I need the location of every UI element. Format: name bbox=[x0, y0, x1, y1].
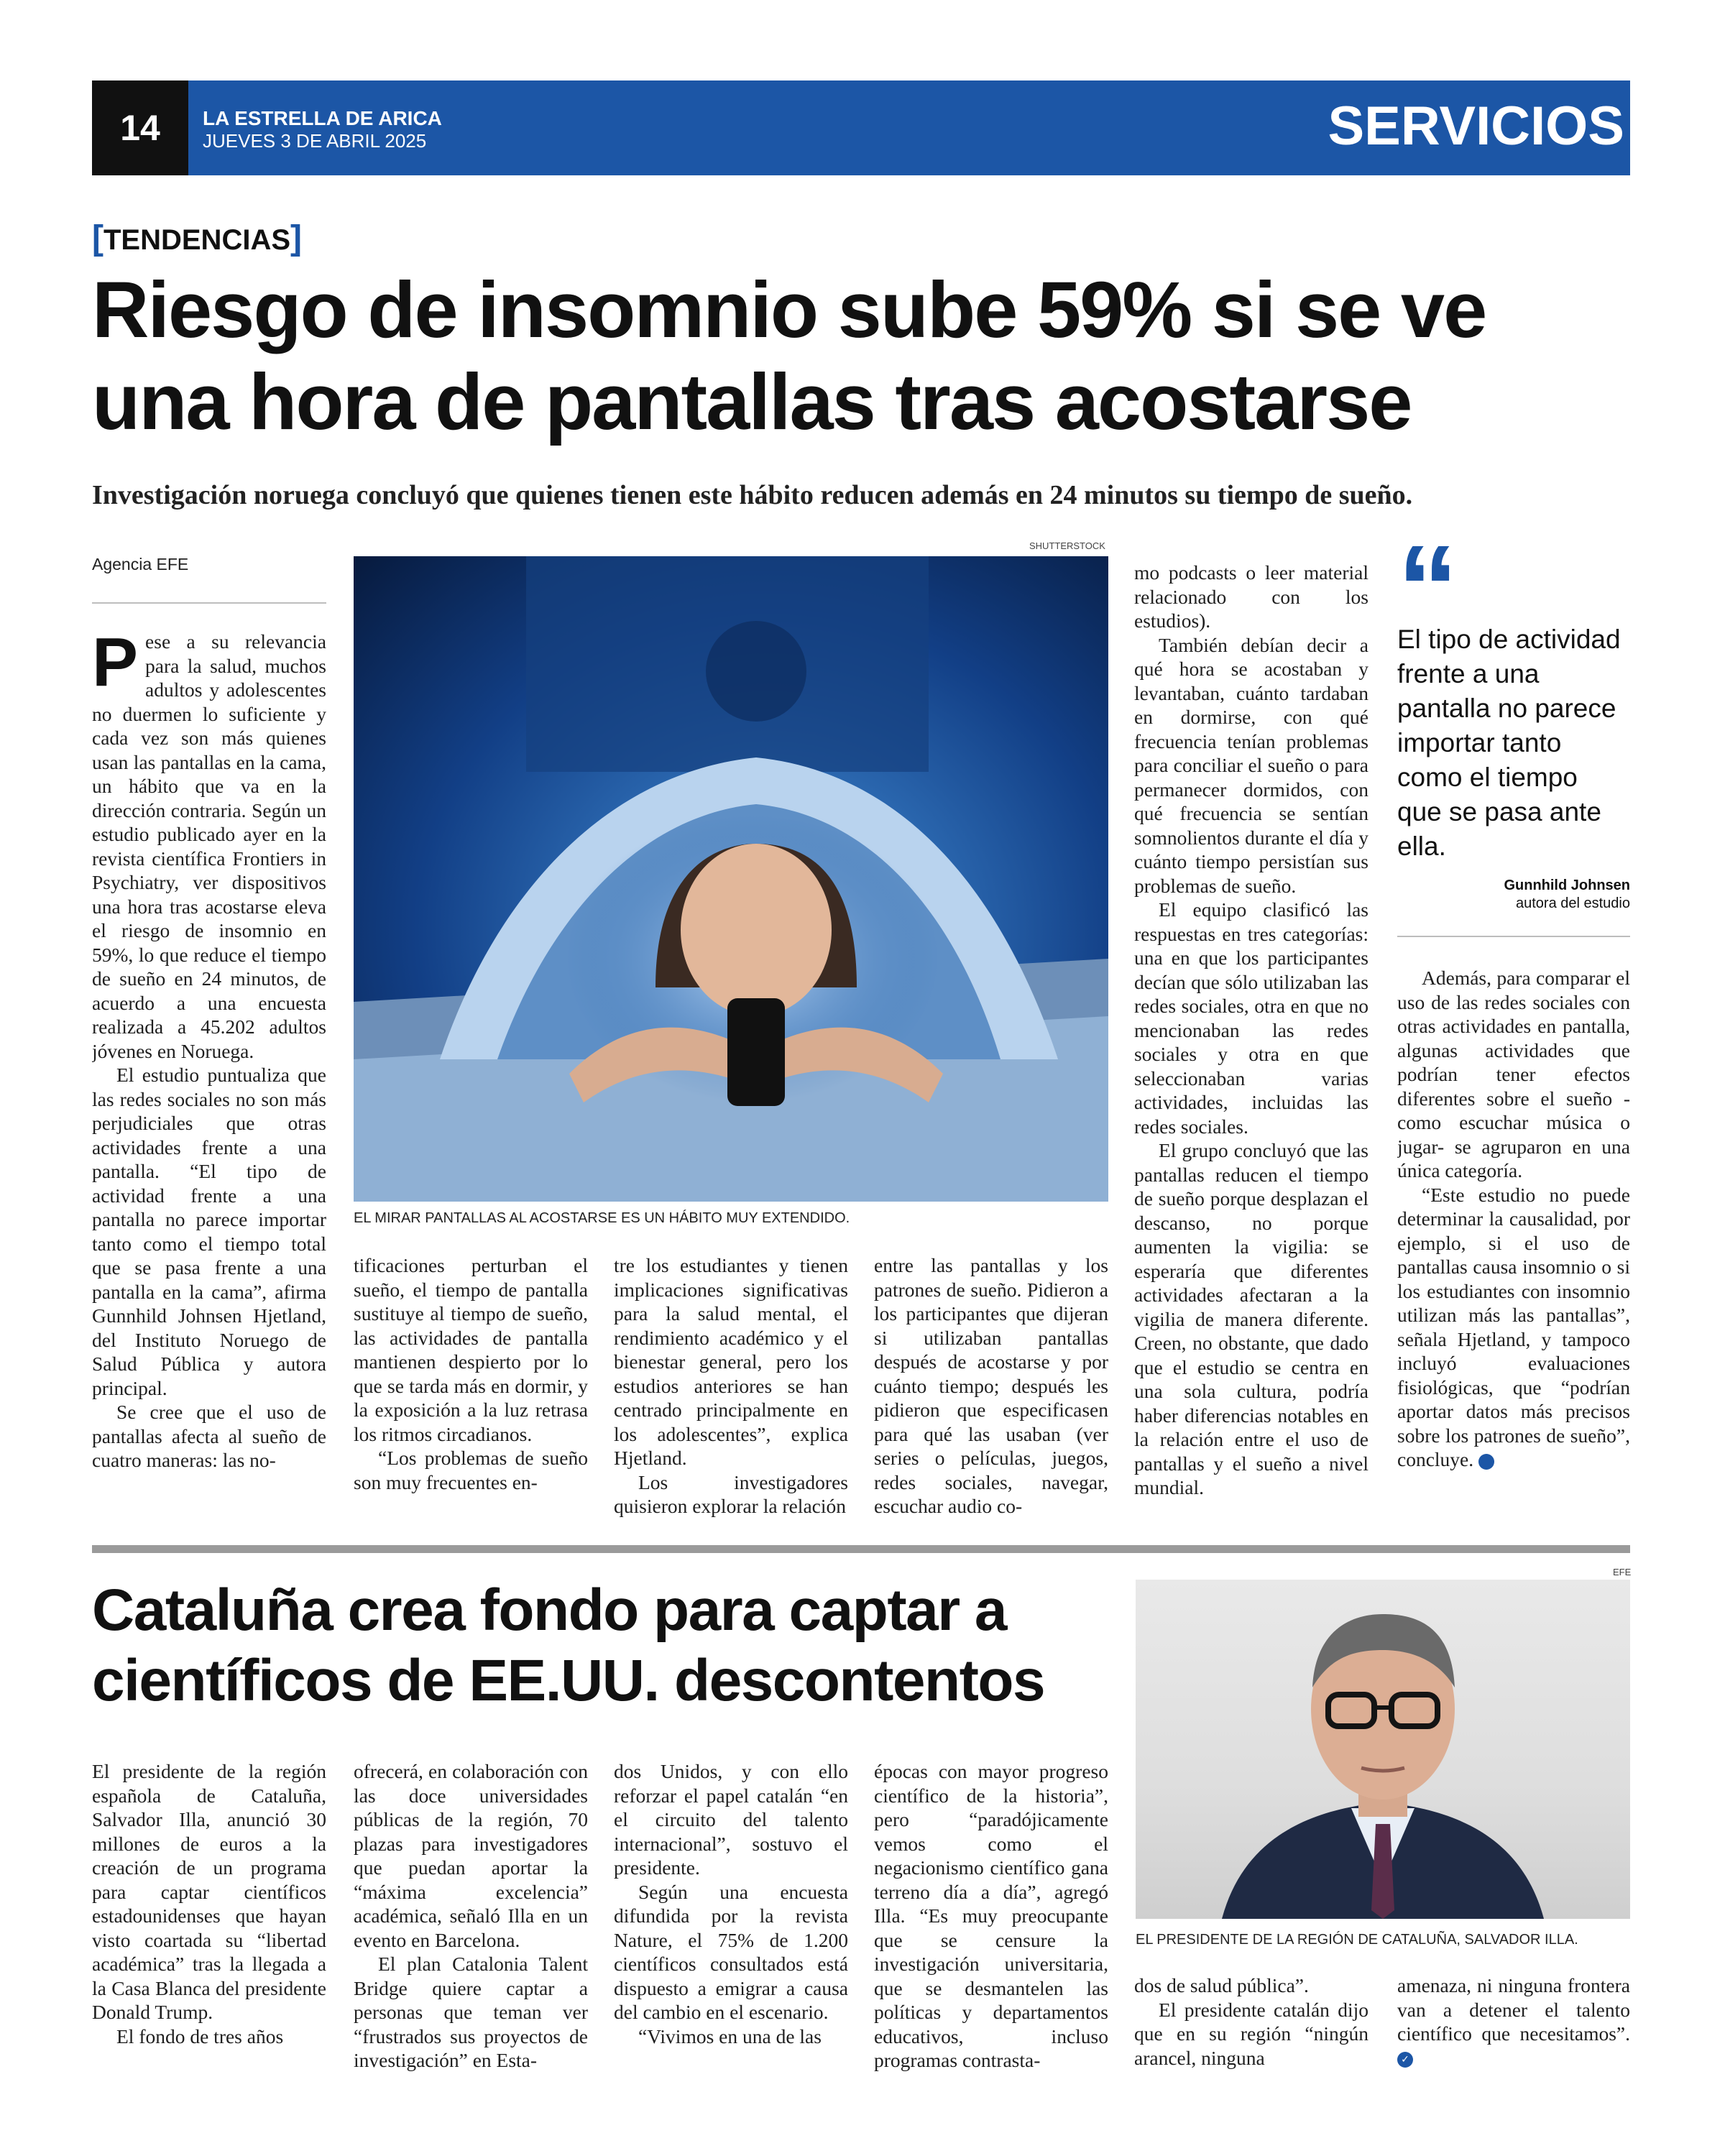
paragraph: El presidente catalán dijo que en su región “ningún arancel, ninguna bbox=[1134, 1998, 1368, 2069]
paragraph: El grupo concluyó que las pantallas reducen el tiempo de sueño porque desplazan el descanso, no porque aumenten la vigilia: se esperaría que diferentes actividades afectaran a la vigilia de manera diferente. Creen, no obstante, que dado que el estudio se centra en una sola cultura, podría haber diferencias notables en la relación entre el uso de pantallas y el sueño a nivel mundial. bbox=[1134, 1139, 1368, 1498]
headline-line-1: Riesgo de insomnio sube 59% si se ve bbox=[92, 266, 1486, 354]
paragraph: amenaza, ni ninguna frontera van a detener el talento científico que necesitamos”. ✓ bbox=[1397, 1973, 1630, 2070]
paragraph: dos de salud pública”. bbox=[1134, 1974, 1309, 1996]
paragraph: mo podcasts o leer material relacionado con los estudios). bbox=[1134, 561, 1368, 632]
pull-quote: El tipo de actividad frente a una pantalla no parece importar tanto como el tiempo que se pasa ante ella. bbox=[1397, 625, 1621, 861]
photo-credit-2: EFE bbox=[1613, 1567, 1632, 1577]
article-column-5 bbox=[1134, 561, 1368, 1521]
byline-rule bbox=[92, 602, 326, 604]
paragraph: ese a su relevancia para la salud, muchos adultos y adolescentes no duermen lo suficiente y cada vez son más quienes usan las pantallas en la cama, un hábito que va en la dirección contraria. Según un estudio publicado ayer en la revista científica Frontiers in Psychiatry, ver dispositivos una hora tras acostarse eleva el riesgo de insomnio en 59%, lo que reduce el tiempo de sueño en 24 minutos, de acuerdo a una encuesta realizada a 45.202 adultos jóvenes en Noruega. bbox=[92, 630, 326, 1062]
article-column-3 bbox=[614, 1253, 848, 1521]
paragraph: También debían decir a qué hora se acostaban y levantaban, cuánto tardaban en dormirse, con qué frecuencia tenían problemas para conciliar el sueño o para permanecer dormidos, con qué frecuencia se sentían somnolientos durante el día y cuánto tiempo persistían sus problemas de sueño. bbox=[1134, 633, 1368, 897]
paragraph: Los investigadores quisieron explorar la relación bbox=[614, 1470, 848, 1517]
article2-column-5 bbox=[1134, 1973, 1368, 2081]
paragraph: tre los estudiantes y tienen implicaciones significativas para la salud mental, el rendimiento académico y el bienestar general, pero los estudios anteriores se han centrado principalmente en los adolescentes”, explica Hjetland. bbox=[614, 1254, 848, 1469]
kicker: [TENDENCIAS] bbox=[92, 219, 302, 257]
headline-2-line-2: científicos de EE.UU. descontentos bbox=[92, 1648, 1045, 1713]
byline: Agencia EFE bbox=[92, 555, 189, 573]
paragraph: Además, para comparar el uso de las redes sociales con otras actividades en pantalla, algunas actividades que podrían tener efectos diferentes sobre el sueño -como escuchar música o jugar- se agruparon en una única categoría. bbox=[1397, 967, 1630, 1181]
article-column-2 bbox=[354, 1253, 588, 1521]
page-number: 14 bbox=[92, 80, 188, 175]
paragraph: entre las pantallas y los patrones de sueño. Pidieron a los participantes que dijeran si utilizaban pantallas después de acostarse y por cuánto tiempo; después les pidieron que especificasen para qué las usaban (ver series o películas, juegos, redes sociales, navegar, escuchar audio co- bbox=[874, 1254, 1108, 1517]
end-of-article-icon: ✓ bbox=[1478, 1454, 1494, 1470]
paragraph: “Los problemas de sueño son muy frecuentes en- bbox=[354, 1447, 588, 1493]
paragraph: El plan Catalonia Talent Bridge quiere captar a personas que teman ver “frustrados sus proyectos de investigación” en Esta- bbox=[354, 1953, 588, 2071]
paragraph: Según una encuesta difundida por la revista Nature, el 75% de 1.200 científicos consultados está dispuesto a emigrar a causa del cambio en el escenario. bbox=[614, 1880, 848, 2023]
photo-illustration bbox=[354, 556, 1108, 1202]
article-column-4 bbox=[874, 1253, 1108, 1521]
paragraph: El equipo clasificó las respuestas en tres categorías: una en que los participantes decían que sólo utilizaban las redes sociales, otra en que no mencionaban las redes sociales y otra en que seleccionaban varias actividades, incluidas las redes sociales. bbox=[1134, 898, 1368, 1138]
article2-column-2 bbox=[354, 1759, 588, 2083]
headline-line-2: una hora de pantallas tras acostarse bbox=[92, 358, 1412, 446]
photo-illustration-2 bbox=[1136, 1580, 1630, 1919]
kicker-label: TENDENCIAS bbox=[103, 224, 291, 256]
photo-caption: EL MIRAR PANTALLAS AL ACOSTARSE ES UN HÁBITO MUY EXTENDIDO. bbox=[354, 1210, 850, 1226]
article2-column-4 bbox=[874, 1759, 1108, 2083]
paper-name: LA ESTRELLA DE ARICA bbox=[203, 107, 442, 129]
paragraph: Se cree que el uso de pantallas afecta al sueño de cuatro maneras: las no- bbox=[92, 1401, 326, 1471]
article2-column-6 bbox=[1397, 1973, 1630, 2081]
quote-author: Gunnhild Johnsen bbox=[1504, 877, 1630, 893]
article2-column-1 bbox=[92, 1759, 326, 2083]
article-photo-salvador-illa bbox=[1136, 1580, 1630, 1919]
issue-date: JUEVES 3 DE ABRIL 2025 bbox=[203, 130, 427, 152]
quote-attribution bbox=[1504, 877, 1630, 913]
paragraph: dos Unidos, y con ello reforzar el papel catalán “en el circuito del talento internacional”, sostuvo el presidente. bbox=[614, 1760, 848, 1879]
article2-column-3 bbox=[614, 1759, 848, 2083]
paragraph: tificaciones perturban el sueño, el tiempo de pantalla sustituye al tiempo de sueño, las actividades de pantalla mantienen despierto por lo que se tarda más en dormir, y la exposición a la luz retrasa los ritmos circadianos. bbox=[354, 1254, 588, 1445]
deck: Investigación noruega concluyó que quienes tienen este hábito reducen además en 24 minutos su tiempo de sueño. bbox=[92, 480, 1413, 510]
paragraph: El presidente de la región española de Cataluña, Salvador Illa, anunció 30 millones de euros a la creación de un programa para captar científicos estadounidenses que hayan visto coartada su “libertad académica” tras la llegada a la Casa Blanca del presidente Donald Trump. bbox=[92, 1760, 326, 2023]
paragraph: El fondo de tres años bbox=[116, 2024, 284, 2047]
article-column-6 bbox=[1397, 966, 1630, 1521]
article-column-1 bbox=[92, 630, 326, 1521]
section-name: SERVICIOS bbox=[1328, 96, 1624, 157]
headline bbox=[92, 264, 1630, 448]
paragraph: “Vivimos en una de las bbox=[638, 2024, 822, 2047]
headline-2-line-1: Cataluña crea fondo para captar a bbox=[92, 1577, 1007, 1643]
drop-cap: P bbox=[92, 630, 139, 701]
paragraph: El estudio puntualiza que las redes sociales no son más perjudiciales que otras actividades frente a una pantalla. “El tipo de actividad frente a una pantalla no parece importar tanto como el tiempo total que se pasa frente a una pantalla en la cama”, afirma Gunnhild Johnsen Hjetland, del Instituto Noruego de Salud Pública y autora principal. bbox=[92, 1064, 326, 1399]
photo-credit: SHUTTERSTOCK bbox=[1029, 540, 1105, 551]
end-of-article-icon: ✓ bbox=[1397, 2052, 1413, 2068]
article-photo-woman-phone bbox=[354, 556, 1108, 1202]
paragraph: épocas con mayor progreso científico de la historia”, pero “paradójicamente vemos como el negacionismo científico gana terreno día a día”, agregó Illa. “Es muy preocupante que se censure la investigación universitaria, que se desmantelen las políticas y departamentos educativos, incluso programas contrasta- bbox=[874, 1760, 1108, 2071]
headline-2 bbox=[92, 1575, 1113, 1716]
article-separator bbox=[92, 1545, 1630, 1553]
quote-mark: “ bbox=[1397, 520, 1458, 657]
quote-author-role: autora del estudio bbox=[1515, 895, 1630, 911]
photo-caption-2: EL PRESIDENTE DE LA REGIÓN DE CATALUÑA, SALVADOR ILLA. bbox=[1136, 1932, 1578, 1948]
paragraph: ofrecerá, en colaboración con las doce universidades públicas de la región, 70 plazas para investigadores que puedan aportar la “máxima excelencia” académica, señaló Illa en un evento en Barcelona. bbox=[354, 1760, 588, 1951]
quote-rule bbox=[1397, 936, 1630, 937]
paragraph: “Este estudio no puede determinar la causalidad, por ejemplo, si el uso de pantallas causa insomnio o si los estudiantes con insomnio utilizan más las pantallas”, señala Hjetland, y tampoco incluyó evaluaciones fisiológicas, que “podrían aportar datos más precisos sobre los patrones de sueño”, concluye. ✓ bbox=[1397, 1183, 1630, 1470]
